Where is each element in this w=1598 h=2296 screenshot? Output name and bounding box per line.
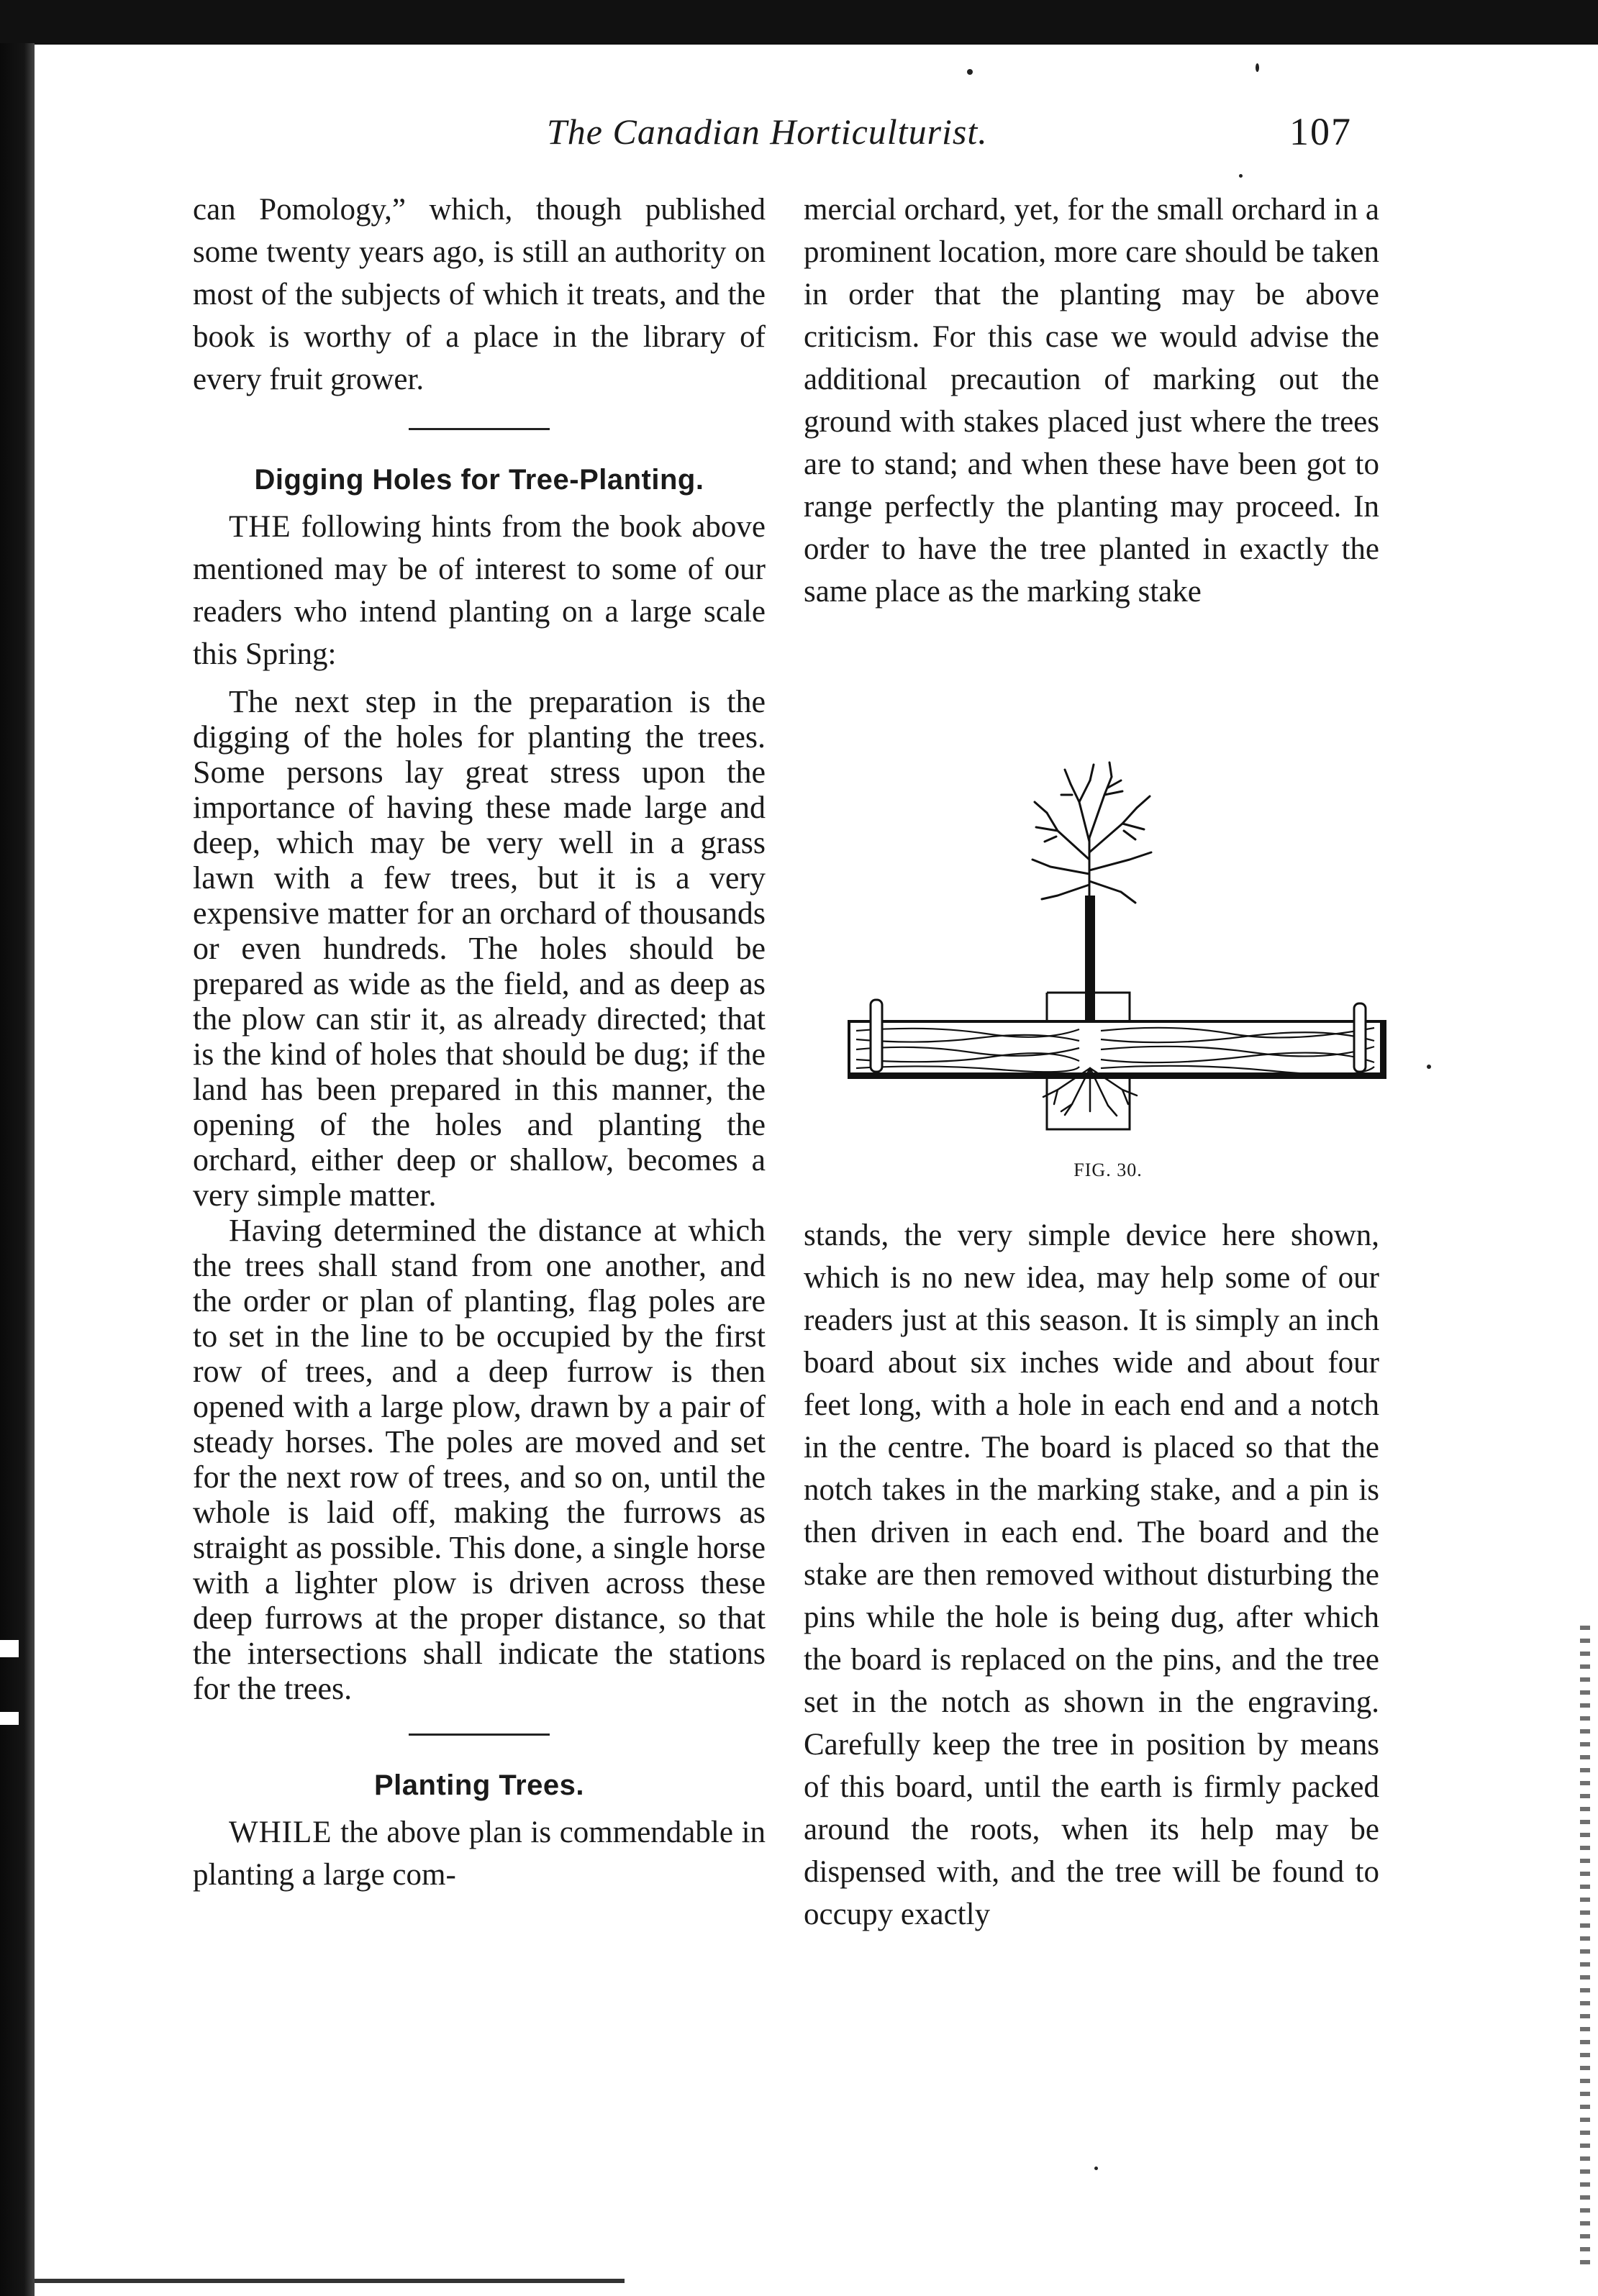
ink-speck: [1427, 1065, 1431, 1069]
section2-paragraph-1: [193, 1811, 766, 1896]
right-paragraph-top: mercial orchard, yet, for the small orchard in a prominent location, more care should be taken in order that the planting may be above criticism. For this case we would advise the additional precaution of marking out the ground with stakes placed just where the trees are to stand; and when these have been got to range perfectly the planting may proceed. In order to have the tree planted in exactly the same place as the marking stake: [804, 193, 1379, 609]
section2-paragraph-1-text: the above plan is commendable in planting a large com-: [193, 1816, 766, 1892]
right-column-top: [804, 188, 1379, 613]
section1-paragraph-2: The next step in the preparation is the digging of the holes for planting the trees. Some persons lay great stress upon the importance of having these made large and deep, which may be very well in a grass lawn with a few trees, but it is a very expensive matter for an orchard of thousands or even hundreds. The holes should be prepared as wide as the field, and as deep as the plow can stir it, as already directed; that is the kind of holes that should be dug; if the land has been prepared in this manner, the opening of the holes and planting the orchard, either deep or shallow, becomes a very simple matter.: [193, 684, 766, 1213]
left-column: [193, 188, 766, 1896]
section-divider: [409, 428, 550, 430]
ink-speck: [967, 69, 973, 75]
intro-paragraph: can Pomology,” which, though published some twenty years ago, is still an authority on most of the subjects of which it treats, and the book is worthy of a place in the library of every fruit grower.: [193, 193, 766, 396]
section-heading-planting-trees: Planting Trees.: [373, 1769, 585, 1801]
top-edge-shadow: [0, 0, 1598, 45]
spine-gap: [0, 1712, 19, 1725]
right-column-bottom: [804, 1214, 1379, 1936]
spine-gap: [0, 1640, 19, 1657]
planting-board-engraving: [842, 752, 1389, 1198]
section1-paragraph-1: [193, 506, 766, 675]
right-paragraph-bottom: stands, the very simple device here shown, which is no new idea, may help some of our readers just at this season. It is simply an inch board about six inches wide and about four feet long, with a hole in each end and a notch in the centre. The board is placed so that the notch takes in the marking stake, and a pin is then driven in each end. The board and the stake are then removed without disturbing the pins while the hole is being dug, after which the board is replaced on the pins, and the tree set in the notch as shown in the engraving. Carefully keep the tree in position by means of this board, until the earth is firmly packed around the roots, when its help may be dispensed with, and the tree will be found to occupy exactly: [804, 1218, 1379, 1931]
journal-title: The Canadian Horticulturist.: [547, 111, 988, 152]
figure-caption: FIG. 30.: [1073, 1160, 1143, 1180]
page-number: 107: [1289, 110, 1352, 153]
section1-paragraph-3: Having determined the distance at which the trees shall stand from one another, and the order or plan of planting, flag poles are to set in the line to be occupied by the first row of trees, and a deep furrow is then opened with a large plow, drawn by a pair of steady horses. The poles are moved and set for the next row of trees, and so on, until the whole is laid off, making the furrows as straight as possible. This done, a single horse with a lighter plow is driven across these deep furrows at the proper distance, so that the intersections shall indicate the stations for the trees.: [193, 1213, 766, 1706]
bottom-edge-shadow: [35, 2279, 625, 2283]
ink-speck: [1256, 63, 1259, 72]
section1-paragraph-1-text: following hints from the book above mentioned may be of interest to some of our readers who intend planting on a large scale this Spring:: [193, 510, 766, 671]
tree-crown-illustration: [1032, 762, 1151, 903]
ink-speck: [1094, 2167, 1098, 2170]
right-edge-specks: [1580, 1626, 1590, 2273]
section-divider: [409, 1734, 550, 1736]
small-caps-lead: THE: [229, 510, 291, 544]
binding-spine: [0, 43, 35, 2296]
small-caps-lead: WHILE: [229, 1816, 332, 1849]
left-pin: [871, 1000, 882, 1072]
section-heading-digging-holes: Digging Holes for Tree-Planting.: [254, 464, 704, 496]
board: [849, 1021, 1386, 1079]
ink-speck: [1239, 174, 1243, 178]
notch-frame-bottom: [1047, 1075, 1130, 1129]
right-pin: [1354, 1003, 1366, 1072]
